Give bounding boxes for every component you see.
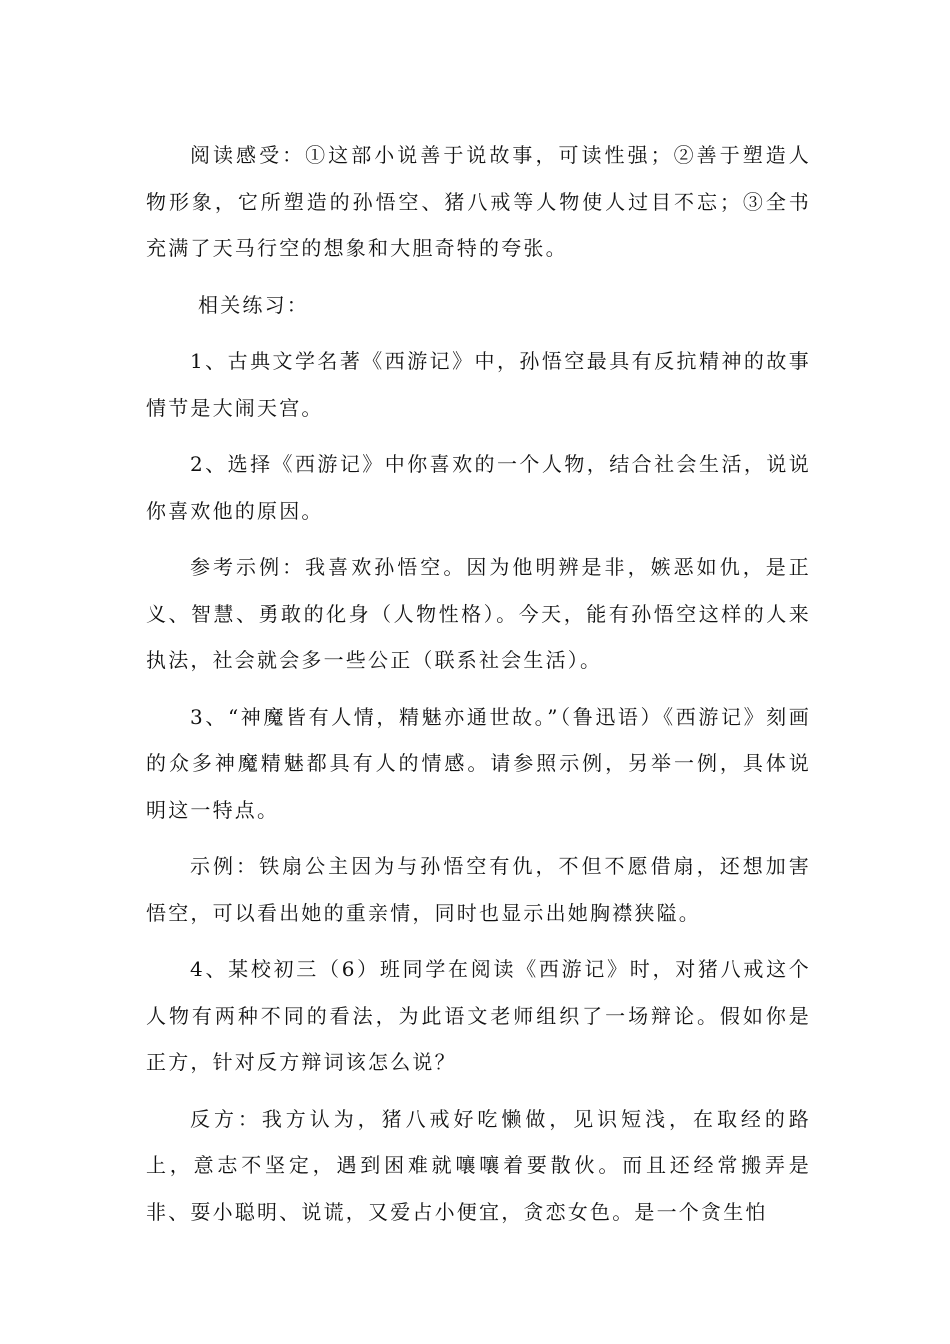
paragraph-example-3: 示例：铁扇公主因为与孙悟空有仇，不但不愿借扇，还想加害悟空，可以看出她的重亲情，同时也显示出她胸襟狭隘。	[146, 854, 811, 925]
paragraph-answer-2: 参考示例：我喜欢孙悟空。因为他明辨是非，嫉恶如仇，是正义、智慧、勇敢的化身（人物性格）。今天，能有孙悟空这样的人来执法，社会就会多一些公正（联系社会生活）。	[146, 555, 811, 672]
paragraph-question-3: 3、“神魔皆有人情，精魅亦通世故。”（鲁迅语）《西游记》刻画的众多神魔精魅都具有人的情感。请参照示例，另举一例，具体说明这一特点。	[146, 704, 811, 822]
paragraph-reading-impression: 阅读感受：①这部小说善于说故事，可读性强；②善于塑造人物形象，它所塑造的孙悟空、猪八戒等人物使人过目不忘；③全书充满了天马行空的想象和大胆奇特的夸张。	[146, 143, 811, 260]
paragraph-question-4: 4、某校初三（6）班同学在阅读《西游记》时，对猪八戒这个人物有两种不同的看法，为此语文老师组织了一场辩论。假如你是正方，针对反方辩词该怎么说？	[146, 957, 811, 1074]
paragraph-opposing-side: 反方：我方认为，猪八戒好吃懒做，见识短浅，在取经的路上，意志不坚定，遇到困难就嚷嚷着要散伙。而且还经常搬弄是非、耍小聪明、说谎，又爱占小便宜，贪恋女色。是一个贪生怕	[146, 1106, 811, 1224]
paragraph-exercises-heading: 相关练习：	[198, 292, 309, 317]
paragraph-question-2: 2、选择《西游记》中你喜欢的一个人物，结合社会生活，说说你喜欢他的原因。	[146, 452, 811, 523]
document-body	[146, 132, 811, 1235]
paragraph-question-1: 1、古典文学名著《西游记》中，孙悟空最具有反抗精神的故事情节是大闹天宫。	[146, 349, 811, 420]
